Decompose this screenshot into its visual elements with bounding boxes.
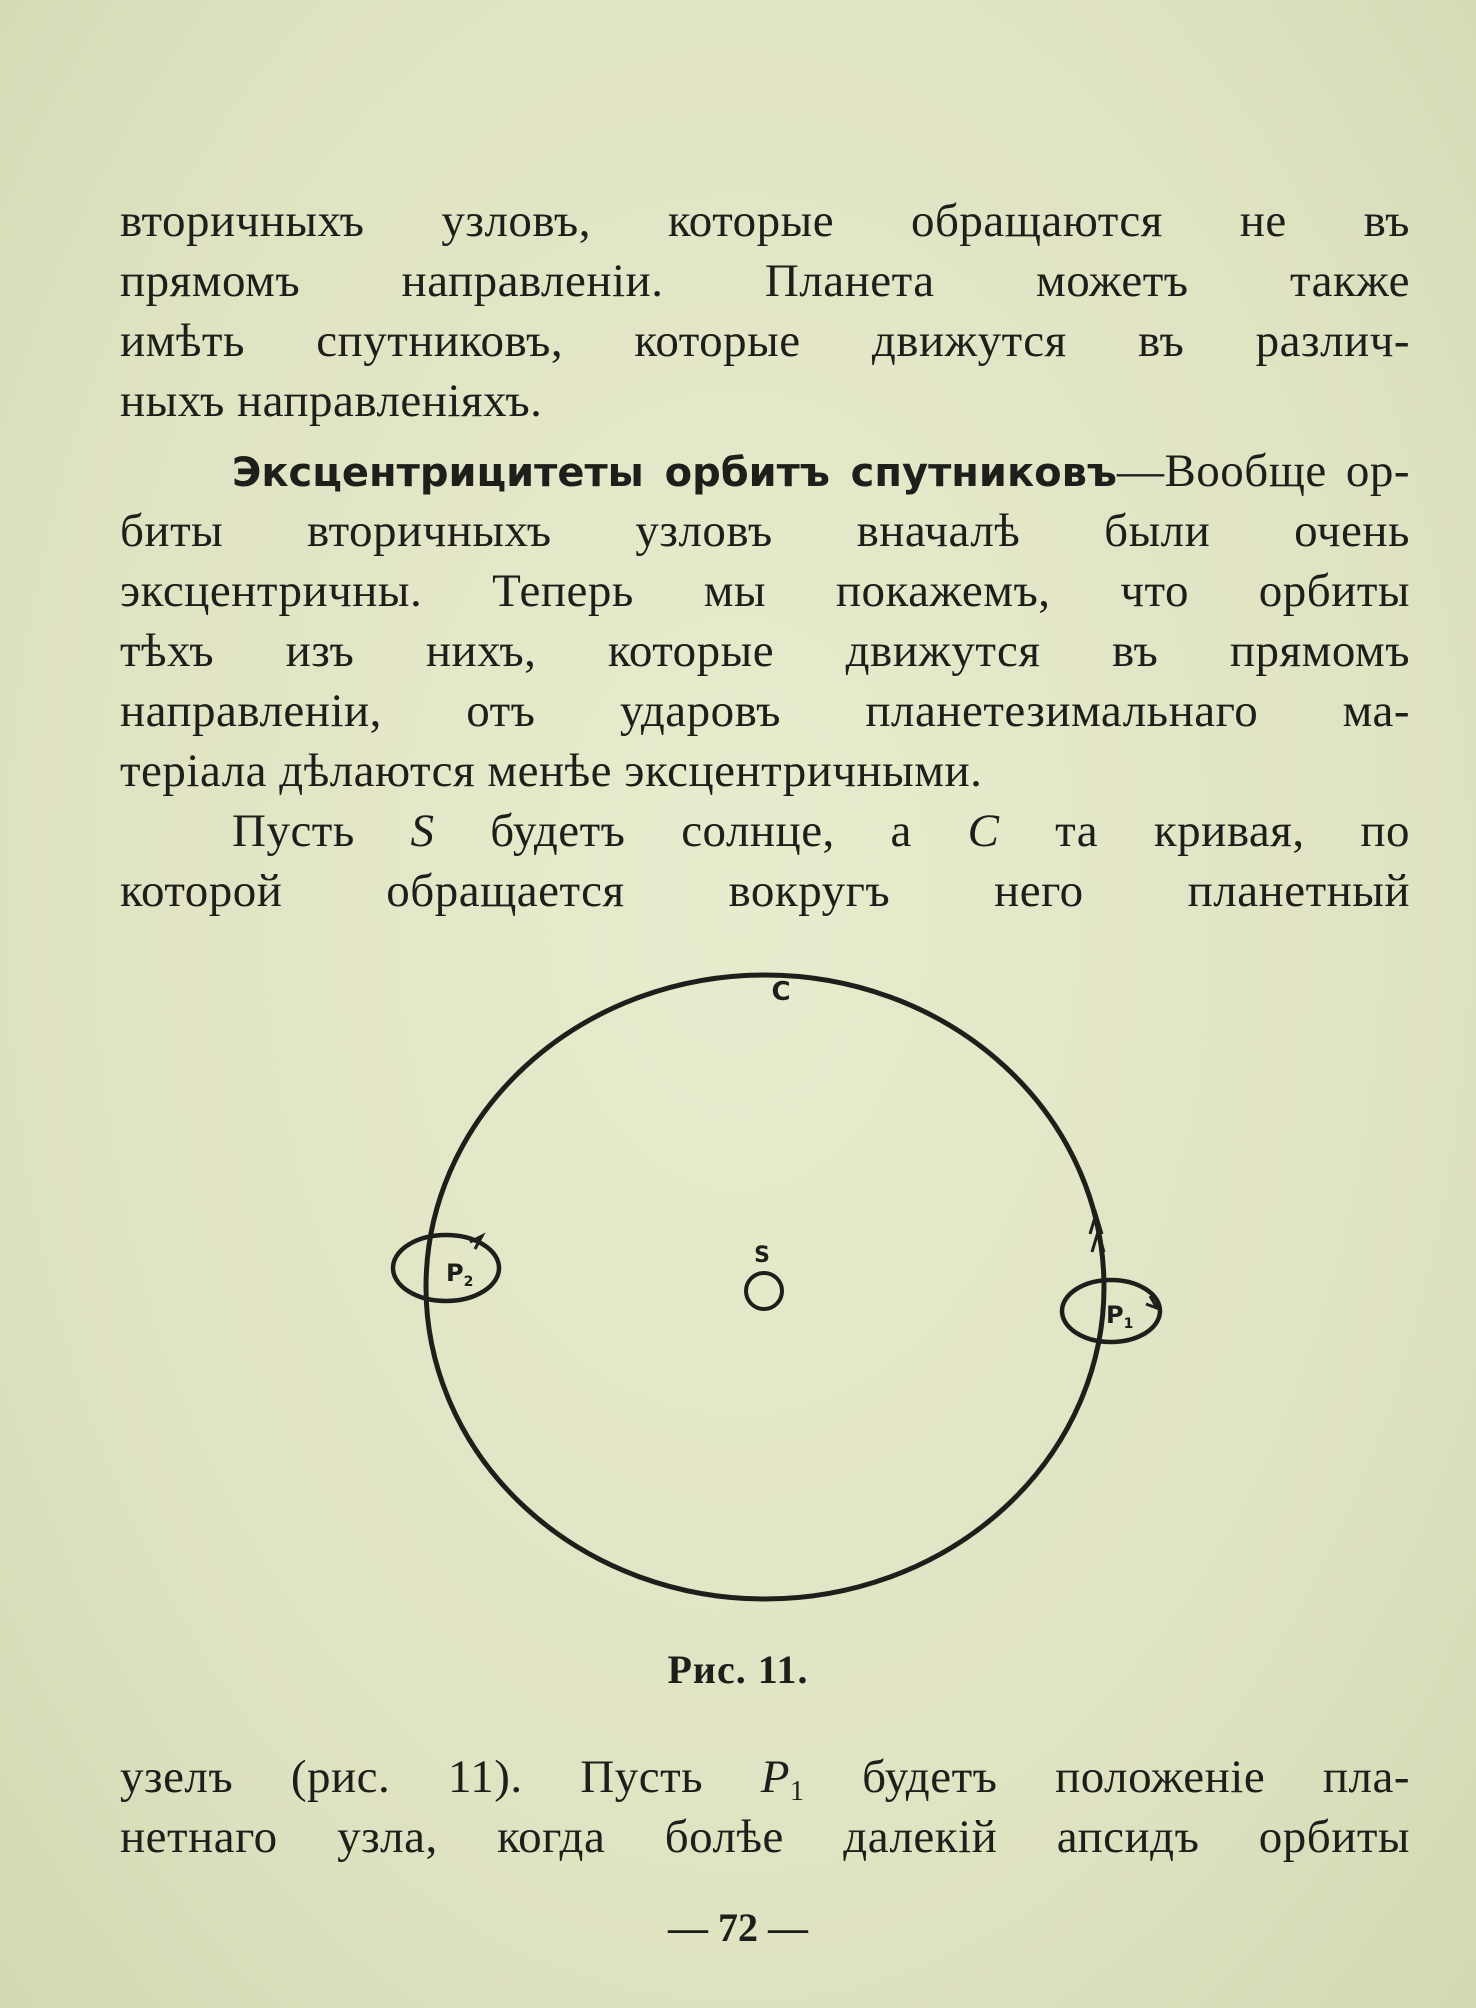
text-line-4: ныхъ направленіяхъ. — [120, 375, 543, 427]
text-line-2: прямомъ направленіи. Планета можетъ также — [120, 255, 1410, 307]
symbol-c: C — [967, 805, 1000, 857]
label-s: S — [754, 1243, 770, 1268]
label-c: C — [771, 977, 791, 1007]
text-line-3: имѣть спутниковъ, которые движутся въ различ- — [120, 315, 1410, 367]
paragraph-2-line-3: эксцентричны. Теперь мы покажемъ, что орбиты — [120, 565, 1410, 617]
label-p1: $P_1$ — [1106, 1301, 1134, 1332]
text-fragment: та кривая, по — [999, 805, 1410, 857]
orbit-curve-c — [426, 975, 1104, 1599]
text-line-1: вторичныхъ узловъ, которые обращаются не въ — [120, 195, 1410, 247]
figure-caption: Рис. 11. — [667, 1647, 809, 1692]
paragraph-2-line-5: направленіи, отъ ударовъ планетезимальнаго ма- — [120, 685, 1410, 737]
after-figure-line-2: нетнаго узла, когда болѣе далекій апсидъ орбиты — [120, 1811, 1410, 1863]
sun-circle — [746, 1273, 782, 1309]
label-p2: $P_2$ — [446, 1259, 474, 1290]
page-number: — 72 — — [668, 1905, 808, 1950]
symbol-s: S — [410, 805, 435, 857]
paragraph-2-line-4: тѣхъ изъ нихъ, которые движутся въ прямомъ — [120, 625, 1410, 677]
text-fragment: узелъ (рис. 11). Пусть — [120, 1751, 761, 1803]
paragraph-3-line-2: которой обращается вокругъ него планетный — [120, 865, 1410, 917]
text-fragment: Пусть — [232, 805, 411, 857]
paragraph-2-line-1-rest: —Вообще ор- — [1116, 445, 1410, 497]
symbol-p: P — [760, 1751, 790, 1803]
paragraph-2-line-6: теріала дѣлаются менѣе эксцентричными. — [120, 745, 983, 797]
text-fragment: будетъ солнце, а — [434, 805, 968, 857]
paragraph-2-line-2: биты вторичныхъ узловъ вначалѣ были очень — [120, 505, 1410, 557]
section-heading: Эксцентрицитеты орбитъ спутниковъ — [232, 450, 1117, 496]
symbol-p-subscript: 1 — [789, 1776, 805, 1807]
text-fragment: будетъ положеніе пла- — [804, 1751, 1410, 1803]
